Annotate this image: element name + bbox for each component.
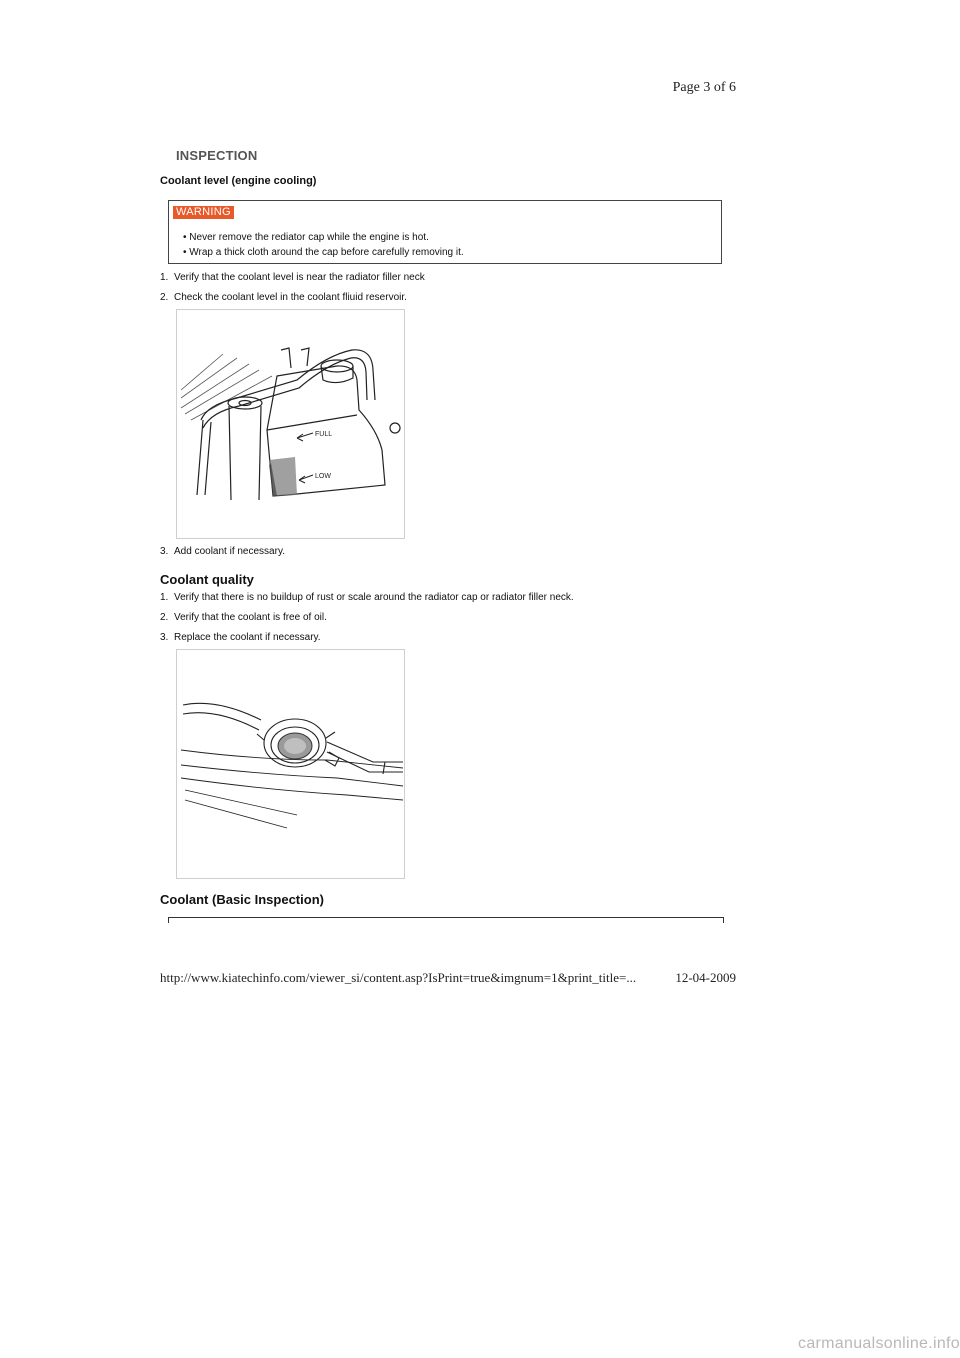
footer-url: http://www.kiatechinfo.com/viewer_si/content.asp?IsPrint=true&imgnum=1&print_title=... bbox=[160, 970, 637, 985]
quality-step-3: 3. Replace the coolant if necessary. bbox=[160, 632, 321, 643]
section-divider bbox=[168, 917, 724, 923]
low-label: LOW bbox=[315, 473, 331, 480]
level-step-1: 1. Verify that the coolant level is near the radiator filler neck bbox=[160, 272, 425, 283]
watermark: carmanualsonline.info bbox=[798, 1335, 960, 1352]
section-title: INSPECTION bbox=[176, 148, 258, 163]
level-step-2: 2. Check the coolant level in the coolant fliuid reservoir. bbox=[160, 292, 407, 303]
level-step-3: 3. Add coolant if necessary. bbox=[160, 546, 285, 557]
warning-line-hot-engine: • Never remove the rediator cap while the engine is hot. bbox=[183, 232, 429, 243]
footer-date: 12-04-2009 bbox=[675, 970, 736, 985]
filler-neck-figure bbox=[176, 649, 405, 879]
full-label: FULL bbox=[315, 431, 333, 438]
coolant-level-heading: Coolant level (engine cooling) bbox=[160, 175, 317, 187]
reservoir-figure bbox=[176, 309, 405, 539]
basic-inspection-heading: Coolant (Basic Inspection) bbox=[160, 892, 324, 907]
coolant-quality-heading: Coolant quality bbox=[160, 572, 254, 587]
quality-step-1: 1. Verify that there is no buildup of rust or scale around the radiator cap or radiator filler neck. bbox=[160, 592, 574, 603]
warning-badge: WARNING bbox=[173, 206, 234, 219]
warning-box bbox=[168, 200, 722, 264]
warning-line-thick-cloth: • Wrap a thick cloth around the cap before carefully removing it. bbox=[183, 247, 464, 258]
quality-step-2: 2. Verify that the coolant is free of oil. bbox=[160, 612, 327, 623]
page-number: Page 3 of 6 bbox=[672, 80, 736, 95]
